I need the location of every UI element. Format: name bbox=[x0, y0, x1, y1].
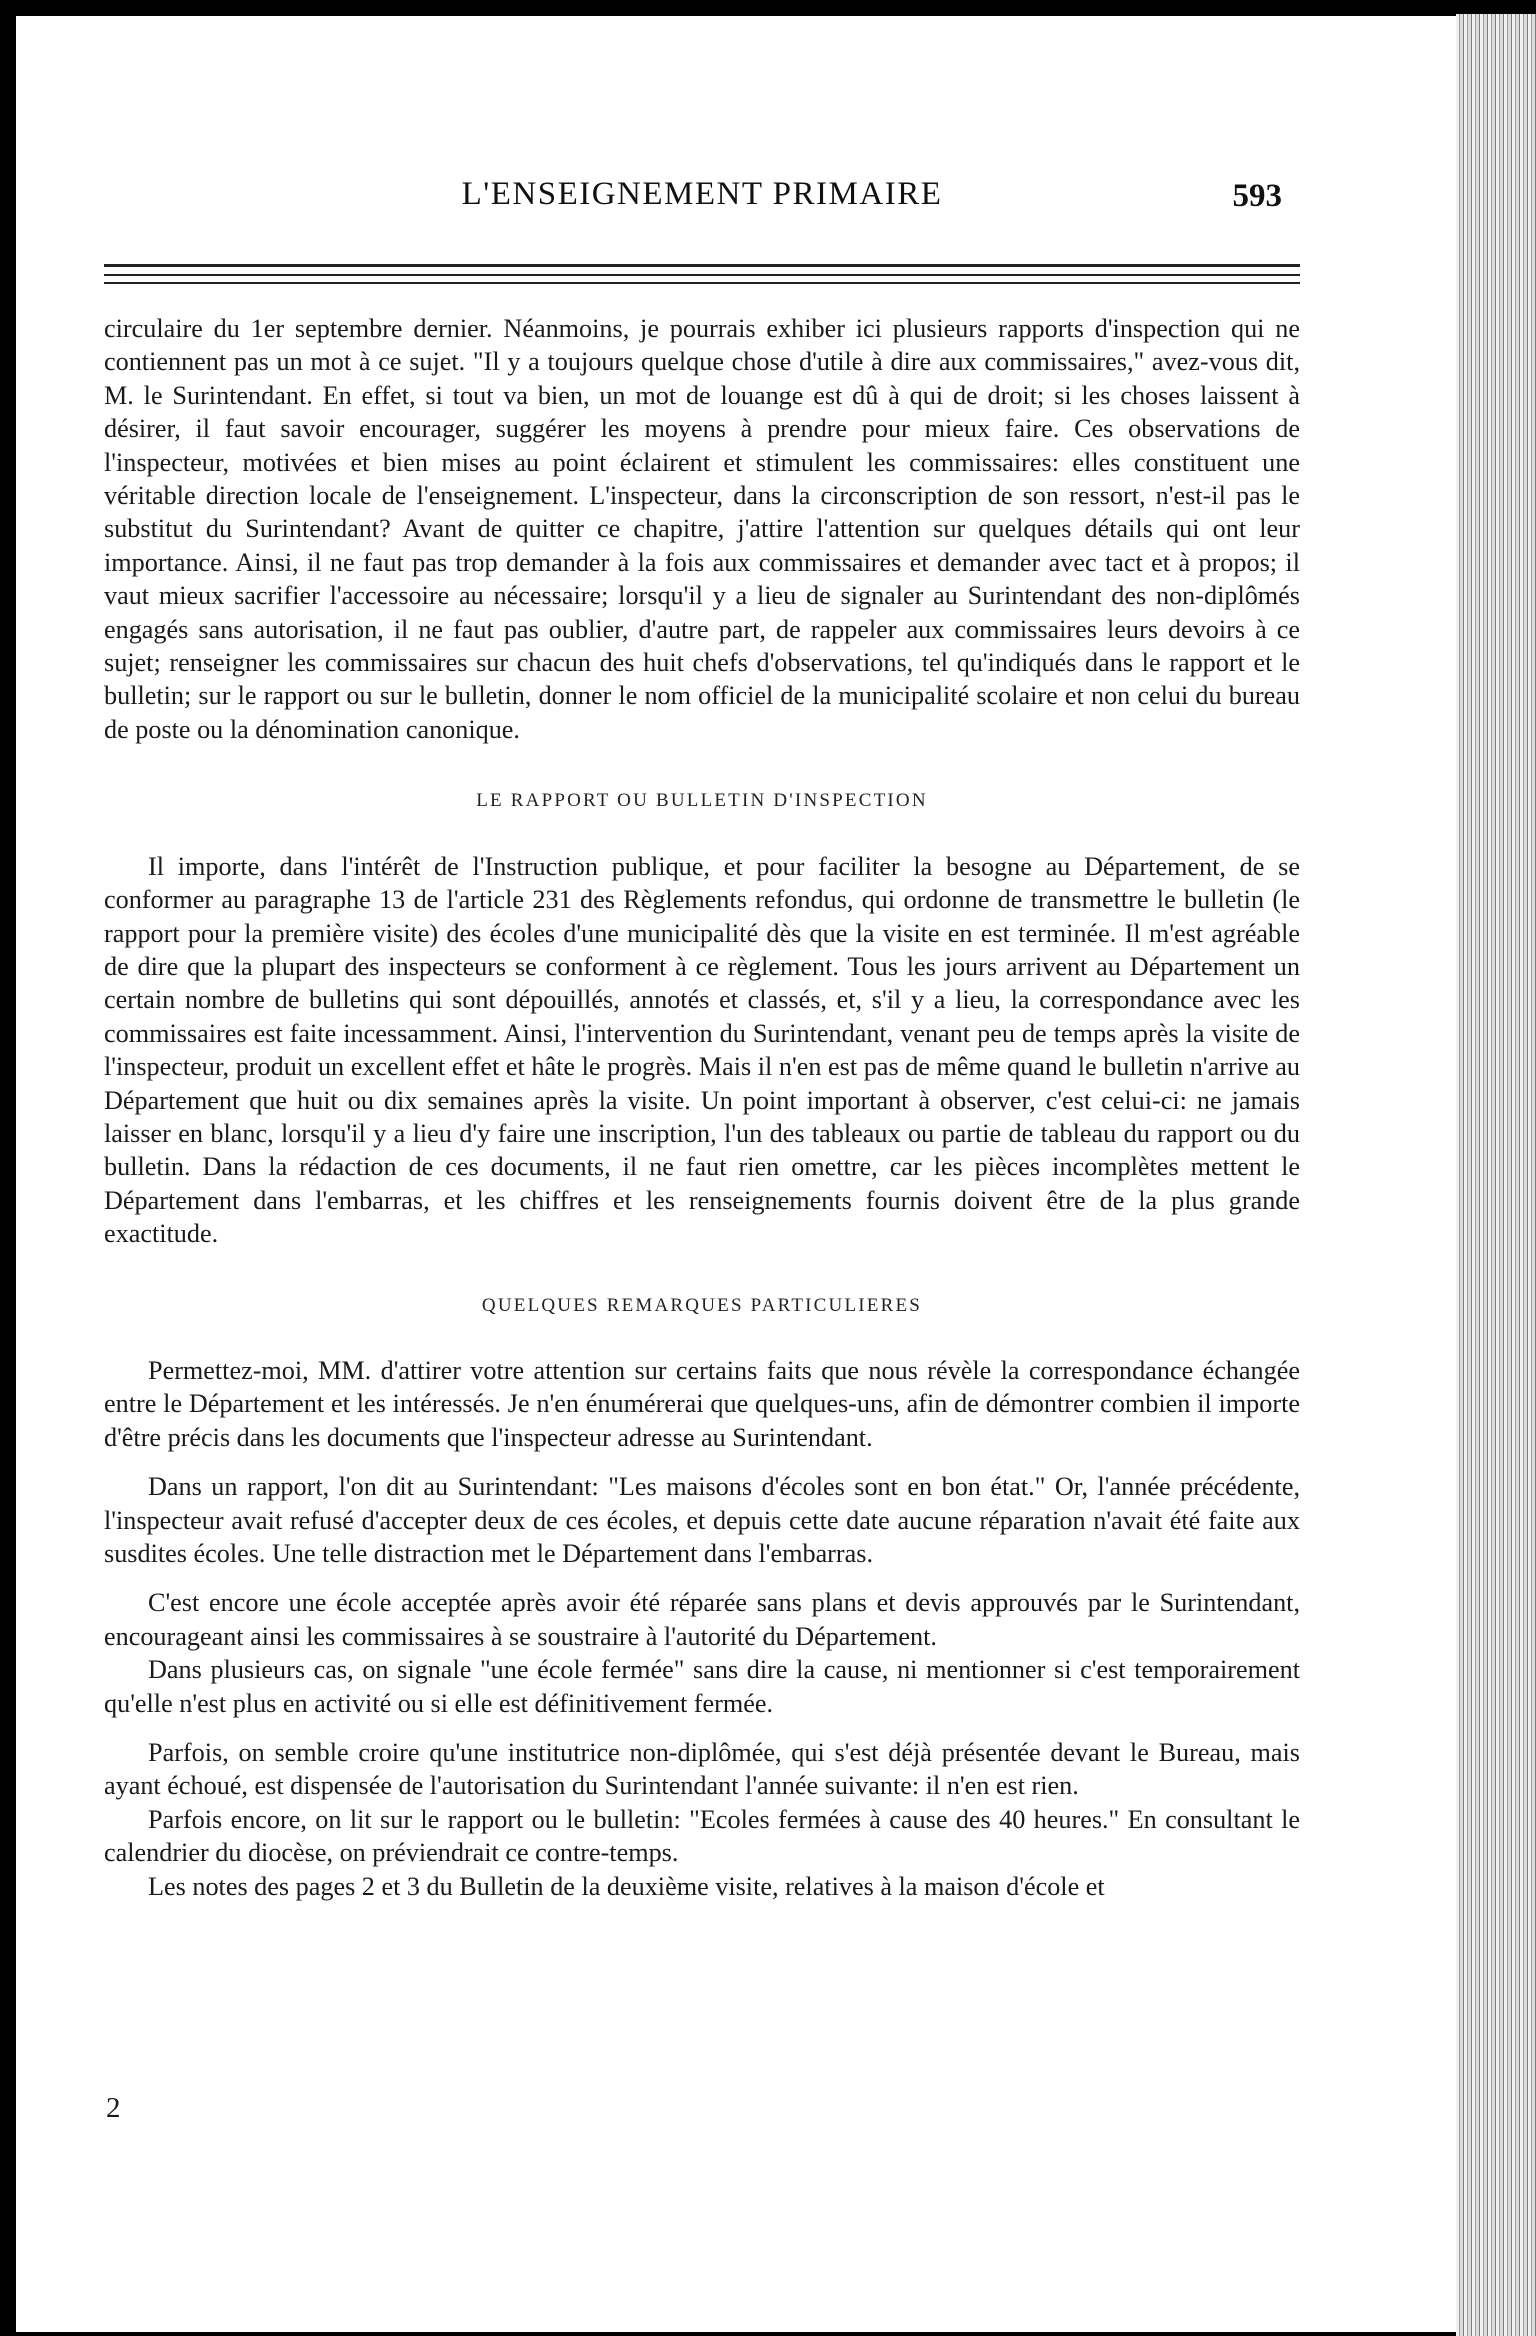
paragraph-remarques-intro: Permettez-moi, MM. d'attirer votre attention sur certains faits que nous révèle la correspondance échangée entre le Département et les intéressés. Je n'en énumérerai que quelques-uns, afin de démontrer combien il importe d'être précis dans les documents que l'inspecteur adresse au Surintendant. bbox=[104, 1355, 1300, 1452]
paragraph-continuation: circulaire du 1er septembre dernier. Néanmoins, je pourrais exhiber ici plusieurs rapports d'inspection qui ne contiennent pas un mot à ce sujet. "Il y a toujours quelque chose d'utile à dire aux commissaires," avez-vous dit, M. le Surintendant. En effet, si tout va bien, un mot de louange est dû à qui de droit; si les choses laissent à désirer, il faut savoir encourager, suggérer les moyens à prendre pour mieux faire. Ces observations de l'inspecteur, motivées et bien mises au point éclairent et stimulent les commissaires: elles constituent une véritable direction locale de l'enseignement. L'inspecteur, dans la circonscription de son ressort, n'est-il pas le substitut du Surintendant? Avant de quitter ce chapitre, j'attire l'attention sur quelques détails qui ont leur importance. Ainsi, il ne faut pas trop demander à la fois aux commissaires et demander avec tact et à propos; il vaut mieux sacrifier l'accessoire au nécessaire; lorsqu'il y a lieu de signaler au Surintendant des non-diplômés engagés sans autorisation, il ne faut pas oublier, d'autre part, de rappeler aux commissaires leurs devoirs à ce sujet; renseigner les commissaires sur chacun des huit chefs d'observations, tel qu'indiqués dans le rapport et le bulletin; sur le rapport ou sur le bulletin, donner le nom officiel de la municipalité scolaire et non celui du bureau de poste ou la dénomination canonique. bbox=[104, 314, 1300, 744]
paragraph-40-heures: Parfois encore, on lit sur le rapport ou le bulletin: "Ecoles fermées à cause des 40 heures." En consultant le calendrier du diocèse, on préviendrait ce contre-temps. bbox=[104, 1804, 1300, 1868]
running-title: L'ENSEIGNEMENT PRIMAIRE bbox=[461, 176, 943, 212]
page-number: 593 bbox=[1232, 178, 1282, 214]
header-rule bbox=[104, 264, 1300, 267]
paragraph-rapport: Il importe, dans l'intérêt de l'Instruction publique, et pour faciliter la besogne au Département, de se conformer au paragraphe 13 de l'article 231 des Règlements refondus, qui ordonne de transmettre le bulletin (le rapport pour la première visite) des écoles d'une municipalité dès que la visite en est terminée. Il m'est agréable de dire que la plupart des inspecteurs se conforment à ce règlement. Tous les jours arrivent au Département un certain nombre de bulletins qui sont dépouillés, annotés et classés, et, s'il y a lieu, la correspondance avec les commissaires est faite incessamment. Ainsi, l'intervention du Surintendant, venant peu de temps après la visite de l'inspecteur, produit un excellent effet et hâte le progrès. Mais il n'en est pas de même quand le bulletin n'arrive au Département que huit ou dix semaines après la visite. Un point important à observer, c'est celui-ci: ne jamais laisser en blanc, lorsqu'il y a lieu d'y faire une inscription, l'un des tableaux ou partie de tableau du rapport ou du bulletin. Dans la rédaction de ces documents, il ne faut rien omettre, car les pièces incomplètes mettent le Département dans l'embarras, et les chiffres et les renseignements fournis doivent être de la plus grande exactitude. bbox=[104, 851, 1300, 1249]
body-text bbox=[104, 312, 1300, 1903]
signature-mark: 2 bbox=[106, 2092, 121, 2124]
paragraph-notes: Les notes des pages 2 et 3 du Bulletin de la deuxième visite, relatives à la maison d'école et bbox=[148, 1871, 1105, 1901]
header-rule bbox=[104, 282, 1300, 284]
running-head bbox=[104, 176, 1300, 236]
paragraph-institutrice: Parfois, on semble croire qu'une institutrice non-diplômée, qui s'est déjà présentée devant le Bureau, mais ayant échoué, est dispensée de l'autorisation du Surintendant l'année suivante: il n'en est rien. bbox=[104, 1738, 1300, 1801]
header-rule bbox=[104, 274, 1300, 276]
section-heading-rapport: LE RAPPORT OU BULLETIN D'INSPECTION bbox=[476, 790, 928, 812]
page-stack-edge bbox=[1456, 14, 1536, 2336]
paragraph-ecole-fermee: Dans plusieurs cas, on signale "une école fermée" sans dire la cause, ni mentionner si c'est temporairement qu'elle n'est plus en activité ou si elle est définitivement fermée. bbox=[104, 1655, 1300, 1718]
paragraph-plans-devis: C'est encore une école acceptée après avoir été réparée sans plans et devis approuvés par le Surintendant, encourageant ainsi les commissaires à se soustraire à l'autorité du Département. bbox=[104, 1588, 1300, 1651]
paragraph-maisons: Dans un rapport, l'on dit au Surintendant: "Les maisons d'écoles sont en bon état." Or, l'année précédente, l'inspecteur avait refusé d'accepter deux de ces écoles, et depuis cette date aucune réparation n'avait été faite aux susdites écoles. Une telle distraction met le Département dans l'embarras. bbox=[104, 1472, 1300, 1568]
book-page bbox=[16, 16, 1456, 2332]
section-heading-remarques: QUELQUES REMARQUES PARTICULIERES bbox=[481, 1294, 923, 1316]
